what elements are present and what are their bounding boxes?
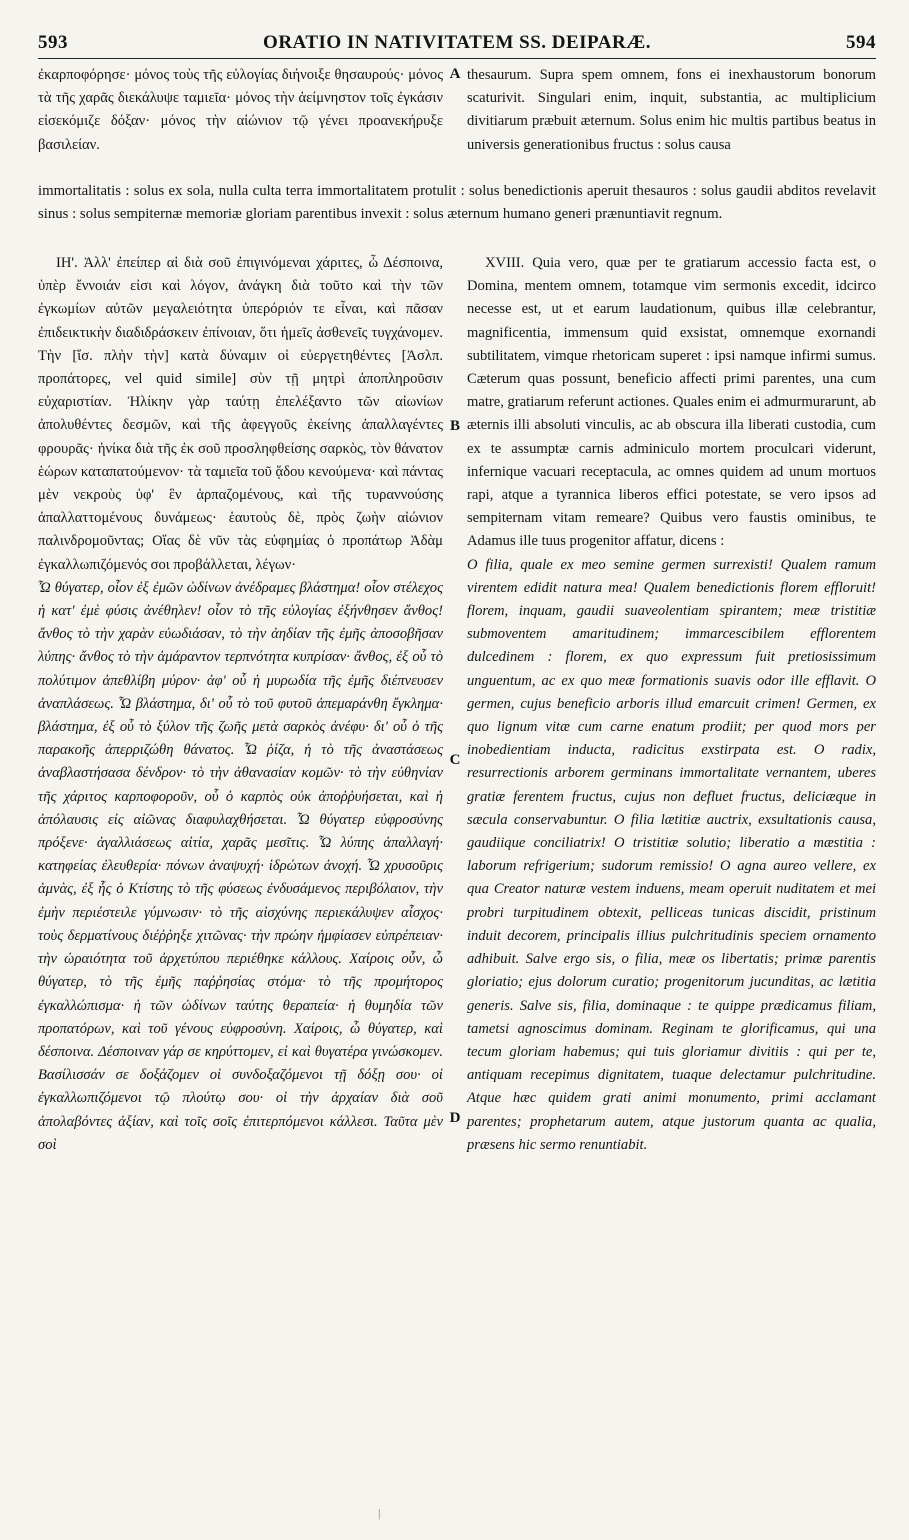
margin-letter-b: B [449, 418, 460, 434]
running-head [38, 28, 876, 59]
latin-column-main [467, 252, 876, 1157]
greek-column-top [38, 64, 443, 157]
greek-paragraph-adam-speech: Ὦ θύγατερ, οἷον ἐξ ἐμῶν ὠδίνων ἀνέδραμες βλάστημα! οἷον στέλεχος ἡ κατ' ἐμὲ φύσις ἀνέθηλεν! οἷον τὸ τῆς εὐλογίας ἐξήνθησεν ἄνθος! ἄνθος τὸ τὴν χαρὰν εὐωδιάσαν, τὸ τὴν ἀηδίαν τῆς ἐμῆς ἀποσοβῆσαν λύπης· ἄνθος τὸ τὴν ἀμάραντον τερπνότητα κυπρίσαν· ἄνθος, ἐξ οὗ τὸ πολύτιμον ἀπεθλίβη μύρον· ἀφ' οὗ ἡ μυρωδία τῆς ἐμῆς διέπνευσεν ἀναπλάσεως. Ὦ βλάστημα, δι' οὗ τὸ τοῦ φυτοῦ ἀπεμαράνθη ἔγκλημα· βλάστημα, ἐξ οὗ τὸ ξύλον τῆς ζωῆς μετὰ σαρκὸς ἀνέφυ· δι' οὗ ὁ τῆς παρακοῆς ἀπερριζώθη θάνατος. Ὦ ῥίζα, ἡ τὸ τῆς ἀναστάσεως ἀναβλαστήσασα δένδρον· τὸ τὴν ἀθανασίαν κομῶν· τὸ τὴν εὐθηνίαν τῆς χάριτος καρποφοροῦν, οὗ ὁ καρπὸς οὐκ ἀποῤῥυήσεται, καὶ ἡ ἀπόλαυσις εἰς αἰῶνας διαφυλαχθήσεται. Ὦ θύγατερ εὐφροσύνης πρόξενε· ἀγαλλιάσεως αἰτία, χαρᾶς μεσῖτις. Ὦ λύπης ἀπαλλαγή· κατηφείας ἐλευθερία· πόνων ἀναψυχή· ἱδρώτων ἀνοχή. Ὦ χρυσοῦρις ἀμνὰς, ἐξ ἧς ὁ Κτίστης τὸ τῆς φύσεως ἐνδυσάμενος περιβόλαιον, τὴν ἐμὴν περιέστειλε γύμνωσιν· τὸ τῆς αἰσχύνης περιεκάλυψεν αἶσχος· τοὺς δερματίνους διέῤῥηξε χιτῶνας· τὴν πρώην ἠμφίασεν εὐπρέπειαν· τὴν ὡραιότητα τοῦ ἀρχετύπου περιέθηκε κάλλους. Χαίροις οὖν, ὦ θύγατερ, τὸ τῆς ἐμῆς παῤῥησίας στόμα· τὸ τῆς προμήτορος ἐγκαλλώπισμα· ἡ τῶν ὠδίνων ταύτης θεραπεία· ἡ θυμηδία τῶν προπατόρων, καὶ τοῦ γένους εὐφροσύνη. Χαίροις, ὦ θύγατερ, καὶ δέσποινα. Δέσποιναν γάρ σε κηρύττομεν, εἰ καὶ θυγατέρα γινώσκομεν. Βασίλισσάν σε δοξάζομεν οἱ συνδοξαζόμενοι τῇ δόξῃ σου· οἱ ἐγκαλλωπιζόμενοι τῷ πλούτῳ σου· οἱ τὴν ἀρχαίαν διὰ σοῦ ἀπολαβόντες ἀξίαν, καὶ τοῖς σοῖς ἐπιτερπόμενοι κάλλεσι. Ταῦτα μὲν σοὶ [38, 579, 443, 1153]
greek-paragraph-top: ἐκαρποφόρησε· μόνος τοὺς τῆς εὐλογίας διήνοιξε θησαυρούς· μόνος τὰ τῆς χαρᾶς διεκάλυψε ταμιεῖα· μόνος τὴν ἀείμνηστον τοῖς ἐγκάσιν εἰσεκόμιζε δόξαν· μόνος τὴν αἰώνιον τῷ γένει προανεκήρυξε βασιλείαν. [38, 67, 443, 153]
margin-letter-d: D [449, 1110, 461, 1126]
page-number-right: 594 [846, 32, 876, 53]
greek-column-main [38, 252, 443, 1157]
margin-letter-c: C [449, 752, 461, 768]
margin-letter-a: A [449, 66, 461, 82]
latin-paragraph-top: thesaurum. Supra spem omnem, fons ei inexhaustorum bonorum scaturivit. Singulari enim, inquit, substantia, ac multiplicium divitiarum præbuit æternum. Solus enim hic multis partibus beatus in universis generationibus fructus : solus causa [467, 67, 876, 153]
latin-paragraph-18: XVIII. Quia vero, quæ per te gratiarum accessio facta est, o Domina, mentem omnem, totamque vim sermonis excedit, idcirco necesse est, ut et earum laudationum, quibus illæ celebrantur, magnificentia, immensum quid exsistat, omnemque exornandi subtilitatem, vimque rhetoricam superet : ipsi namque infirmi sumus. Cæterum quas possunt, beneficio affecti primi parentes, una cum matre, gratiarum referunt actiones. Quales enim ei admurmurarunt, ab æternis illi absoluti vinculis, ac ab obscura illa liberati custodia, cum ex te assumptæ carnis adminiculo mortem proculcari viderunt, infernique vacuari receptacula, ac omnes quidem ad unum mortuos rapi, atque a tyrannica liberos effici potestate, se vero ipsos ad sempiternam vitam remeare? Quibus vero faustis ominibus, te Adamus ille tuus progenitor affatur, dicens : [467, 255, 876, 550]
latin-paragraph-adam-speech: O filia, quale ex meo semine germen surrexisti! Qualem ramum virentem edidit natura mea! Qualem benedictionis florem effloruit! florem, inquam, gaudii suaveolentiam spirantem; meæ tristitiæ submoventem amaritudinem; immarcescibilem efflorentem dulcedinem : florem, ex quo expressum fuit pretiosissimum unguentum, ac ex quo meæ formationis suavis odor ille efflavit. O germen, cujus beneficio arboris illud emarcuit crimen! Germen, ex quo lignum vitæ cum carne enatum prodiit; per quod mors per inobedientiam inducta, radicitus exstirpata est. O radix, resurrectionis arborem germinans immortalitate vernantem, uberes gratiæ ferentem fructus, cujus non defluet fructus, deliciæque in sæcula conservabuntur. O filia lætitiæ auctrix, exsultationis causa, gaudiique conciliatrix! O tristitiæ solutio; liberatio a mæstitia : laborum refrigerium; sudorum remissio! O agna aureo vellere, ex qua Creator naturæ vestem induens, meam operuit nuditatem et mei probri turpitudinem obtexit, pelliceas tunicas discidit, pristinum induit decorem, principalis illius pulchritudinis speciem ornamento adhibuit. Salve ergo sis, o filia, meæ os libertatis; primæ parentis gloriatio; ejus dolorum curatio; progenitorum jucunditas, ac lætitia generis. Salve sis, filia, dominaque : te quippe prædicamus filiam, tametsi agnoscimus dominam. Reginam te glorificamus, qui una tecum gloriam habemus; qui tuis gloriamur divitiis : qui per te, antiquam recepimus dignitatem, tuaque delectamur pulchritudine. Atque hæc quidem grati animi monumento, primi acclamant parentes; prophetarum autem, atque justorum quanta ac qualia, præsens hic sermo renuntiabit. [467, 556, 876, 1153]
latin-full-text: immortalitatis : solus ex sola, nulla culta terra immortalitatem protulit : solus benedictionis aperuit thesauros : solus gaudii abditos revelavit sinus : solus sempiternæ memoriæ gloriam parentibus invexit : solus æternum humano generi prænuntiavit regnum. [38, 183, 876, 223]
greek-paragraph-18: ΙΗ'. Ἀλλ' ἐπείπερ αἱ διὰ σοῦ ἐπιγινόμεναι χάριτες, ὦ Δέσποινα, ὑπὲρ ἔννοιάν εἰσι καὶ λόγον, ἀνάγκη διὰ τοῦτο καὶ τὴν τῶν ἐγκωμίων αὐτῶν μεγαλειότητα ὑπερόριόν τε εἶναι, καὶ πᾶσαν ἐπιδεικτικὴν διαδιδράσκειν ἐπίνοιαν, ὅτι ἡμεῖς ἀσθενεῖς τυγχάνομεν. Τὴν [ἴσ. πλὴν τὴν] κατὰ δύναμιν οἱ εὐεργετηθέντες [Ἀσλπ. προπάτορες, vel quid simile] σὺν τῇ μητρὶ ἀποπληροῦσιν εὐχαριστίαν. Ἠλίκην γὰρ ταύτῃ ἐπελέξαντο τῶν αἰωνίων ἀπολυθέντες δεσμῶν, καὶ τῆς ἀφεγγοῦς ἐκείνης ἀπαλλαγέντες φρουρᾶς· ἡνίκα διὰ τῆς ἐκ σοῦ προσληφθείσης σαρκὸς, τὸν θάνατον ἑώρων καταπατούμενον· τὰ ταμιεῖα τοῦ ᾅδου κενούμενα· καὶ πάντας μὲν νεκροὺς ὑφ' ἓν ἁρπαζομένους, καὶ τῆς τυραννούσης ἀπαλλαττομένους δυνάμεως· ἑαυτοὺς δὲ, πρὸς ζωὴν αἰώνιον παλινδρομοῦντας; Οἵας δὲ νῦν τὰς εὐφημίας ὁ προπάτωρ Ἀδὰμ ἐγκαλλωπιζόμενός σοι προβάλλεται, λέγων· [38, 255, 443, 573]
footer-mark: | [378, 1506, 381, 1520]
latin-column-top [467, 64, 876, 157]
page-number-left: 593 [38, 32, 68, 53]
page-title: ORATIO IN NATIVITATEM SS. DEIPARÆ. [263, 32, 651, 53]
latin-full-width-paragraph [38, 180, 876, 226]
